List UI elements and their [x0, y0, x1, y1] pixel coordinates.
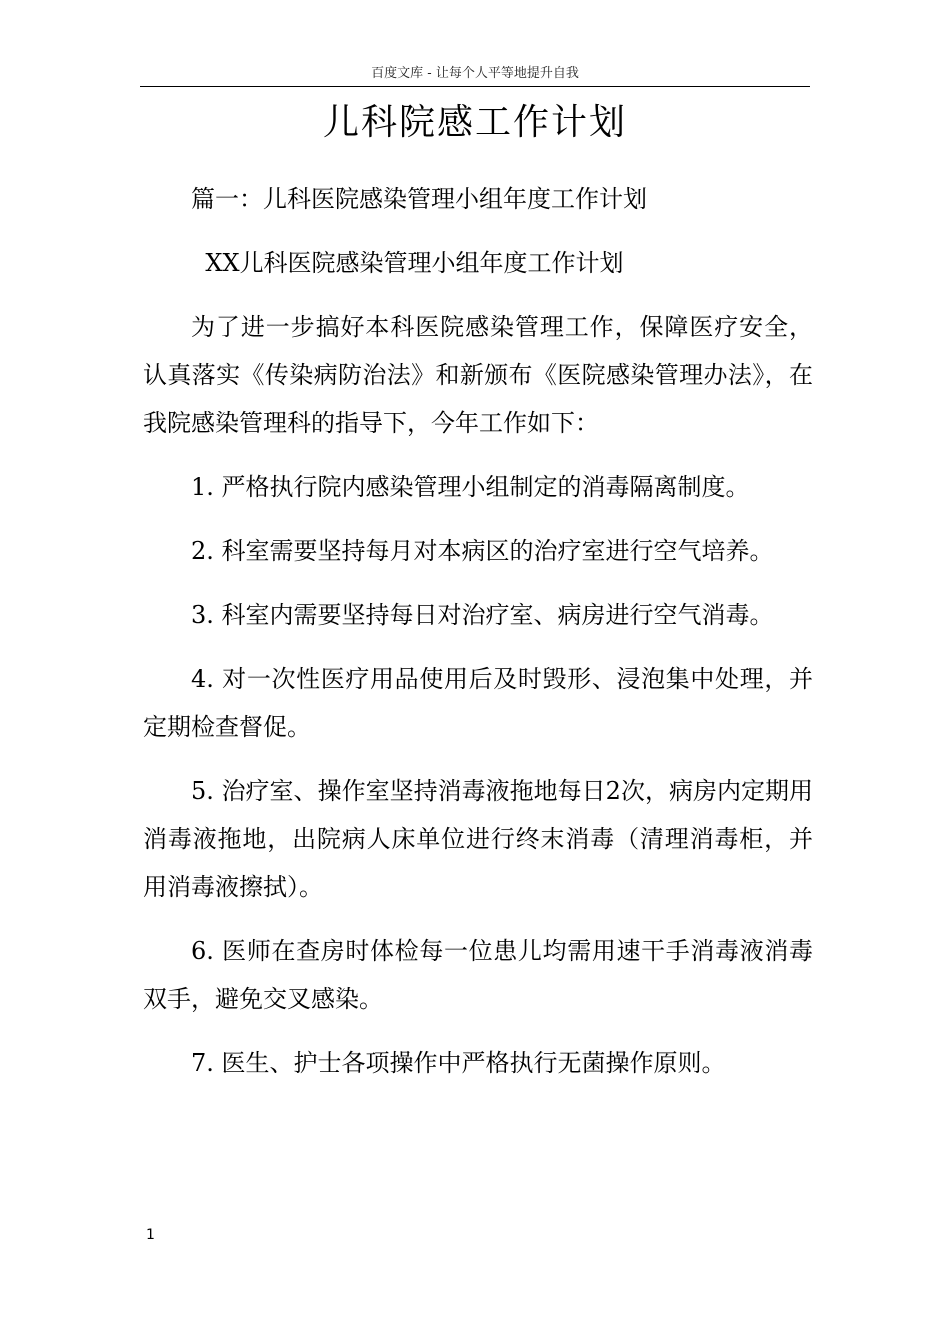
list-item-1: 1. 严格执行院内感染管理小组制定的消毒隔离制度。: [191, 473, 750, 501]
list-item-4: 4. 对一次性医疗用品使用后及时毁形、浸泡集中处理，并定期检查督促。: [143, 665, 813, 741]
list-item-2: 2. 科室需要坚持每月对本病区的治疗室进行空气培养。: [191, 537, 774, 565]
page-number: 1: [146, 1227, 155, 1243]
section-heading: 篇一：儿科医院感染管理小组年度工作计划: [191, 185, 647, 213]
document-body: [143, 175, 813, 1103]
paragraph-intro: 为了进一步搞好本科医院感染管理工作，保障医疗安全，认真落实《传染病防治法》和新颁布《医院感染管理办法》，在我院感染管理科的指导下，今年工作如下：: [143, 313, 813, 437]
document-title: 儿科院感工作计划: [322, 102, 627, 143]
list-item-3: 3. 科室内需要坚持每日对治疗室、病房进行空气消毒。: [191, 601, 774, 629]
list-item-5: 5. 治疗室、操作室坚持消毒液拖地每日2次，病房内定期用消毒液拖地，出院病人床单位进行终末消毒（清理消毒柜，并用消毒液擦拭）。: [143, 777, 813, 901]
list-item-6: 6. 医师在查房时体检每一位患儿均需用速干手消毒液消毒双手，避免交叉感染。: [143, 937, 813, 1013]
subheading: XX儿科医院感染管理小组年度工作计划: [205, 249, 624, 277]
header-divider: [140, 86, 810, 87]
list-item-7: 7. 医生、护士各项操作中严格执行无菌操作原则。: [191, 1049, 726, 1077]
page-header: 百度文库 - 让每个人平等地提升自我: [371, 66, 579, 81]
